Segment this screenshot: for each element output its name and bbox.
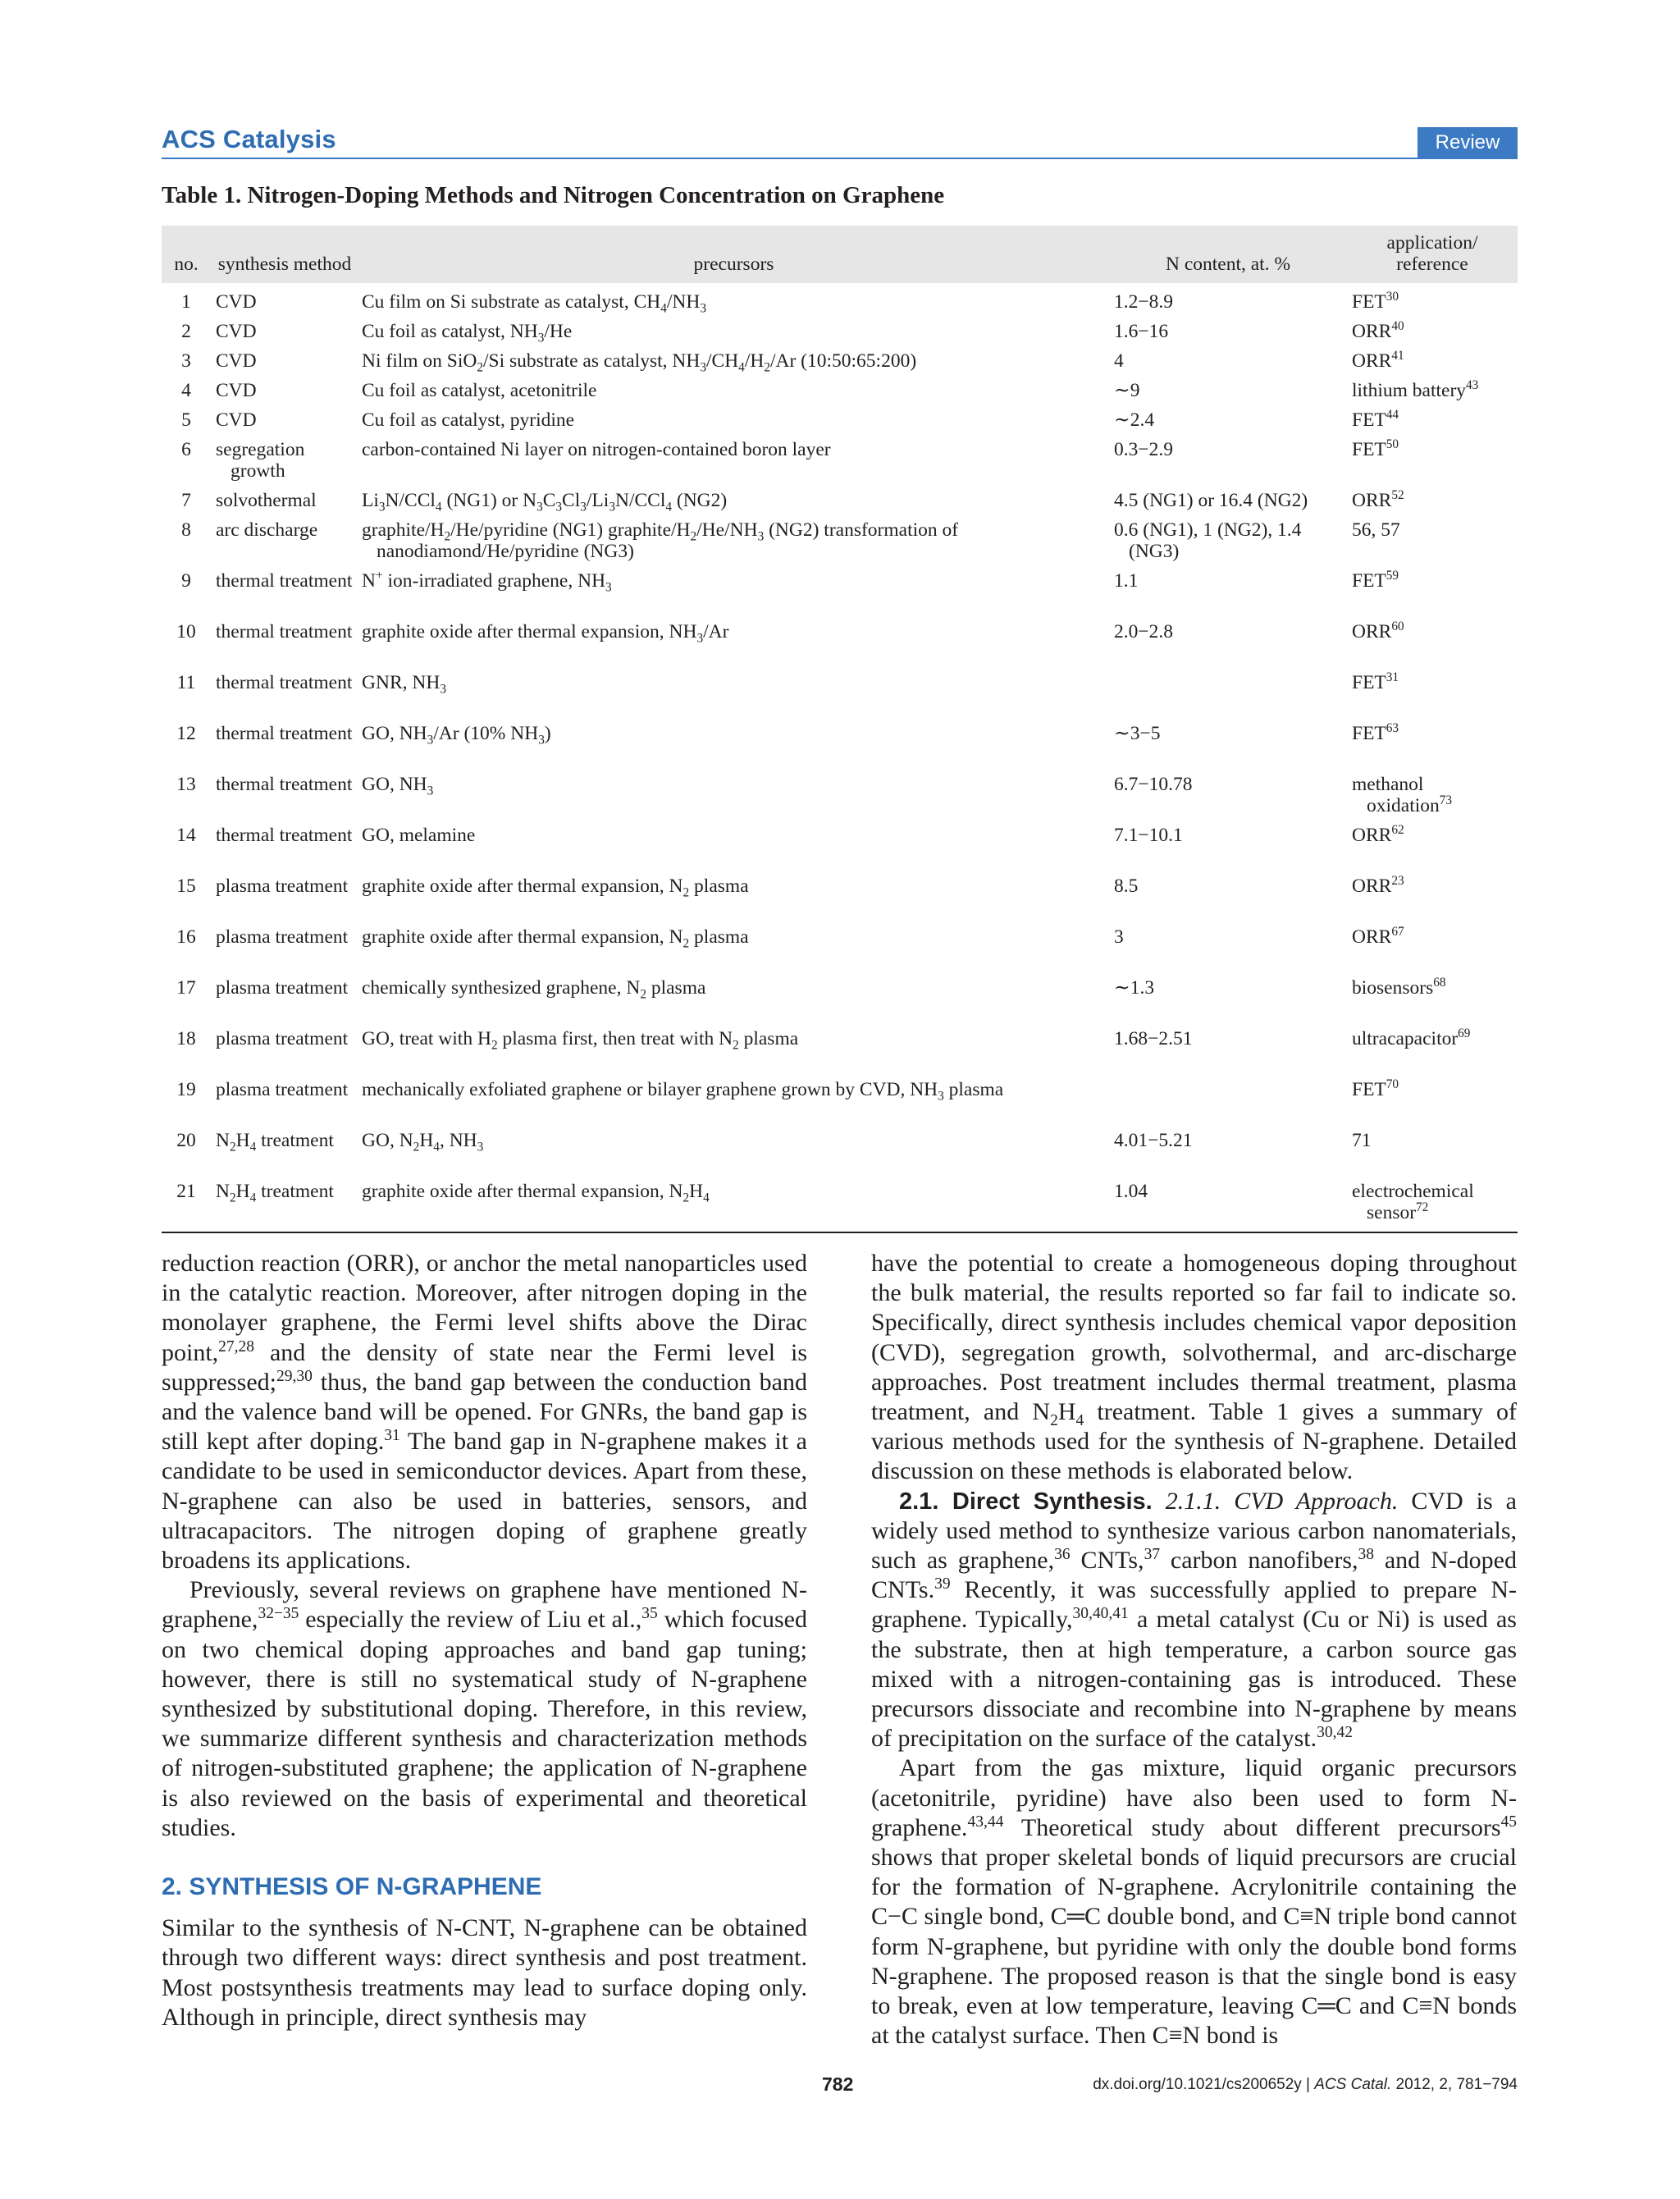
cell-method: $N_2H_4$ treatment: [216, 1181, 334, 1205]
cell-method: CVD: [216, 321, 257, 342]
cell-application: ORR$^{52}$: [1352, 488, 1404, 511]
cell-n-content: 7.1−10.1: [1114, 825, 1183, 846]
table-row: [162, 350, 1518, 380]
cell-precursors: graphite oxide after thermal expansion, $NH_3/Ar$: [362, 621, 729, 646]
cell-no: 5: [181, 409, 191, 431]
body-paragraph: Apart from the gas mixture, liquid organic precursors (acetonitrile, pyridine) have also been used to form N-graphene.$^{43,44}$ Theoretical study about different precursors$^{45}$ shows that proper skeletal bonds of liquid precursors are crucial for the formation of N-graphene. Acrylonitrile containing the C−C single bond, C═C double bond, and C≡N triple bond cannot form N-graphene, but pyridine with only the double bond forms N-graphene. The proposed reason is that the single bond is easy to break, even at low temperature, leaving C═C and C≡N bonds at the catalyst surface. Then C≡N bond is: [871, 1754, 1517, 2050]
table-row: [162, 570, 1518, 621]
cell-no: 21: [176, 1181, 196, 1202]
cell-application: methanol oxidation$^{73}$: [1352, 774, 1453, 816]
table-header-row: [162, 226, 1518, 283]
cell-application: ORR$^{23}$: [1352, 874, 1404, 897]
cell-no: 4: [181, 380, 191, 401]
cell-precursors: carbon-contained Ni layer on nitrogen-contained boron layer: [362, 439, 831, 460]
cell-n-content: 1.68−2.51: [1114, 1028, 1193, 1049]
cell-n-content: 4.01−5.21: [1114, 1130, 1193, 1151]
cell-n-content: ∼2.4: [1114, 409, 1155, 431]
body-paragraph: have the potential to create a homogeneous doping throughout the bulk material, the results reported so far fail to indicate so. Specifically, direct synthesis includes chemical vapor deposition (CVD), segregation growth, solvothermal, and arc-discharge approaches. Post treatment includes thermal treatment, plasma treatment, and $N_2H_4$ treatment. Table 1 gives a summary of various methods used for the synthesis of N-graphene. Detailed discussion on these methods is elaborated below.: [871, 1250, 1517, 1485]
cell-no: 13: [176, 774, 196, 795]
cell-method: CVD: [216, 409, 257, 431]
table-row: [162, 621, 1518, 672]
cell-n-content: 1.2−8.9: [1114, 291, 1174, 313]
body-column-left: [162, 1249, 807, 2032]
nitrogen-doping-table: [162, 226, 1518, 1233]
cell-application: FET$^{44}$: [1352, 408, 1399, 431]
cell-precursors: graphite oxide after thermal expansion, $N_2$ plasma: [362, 875, 749, 900]
cell-no: 16: [176, 926, 196, 948]
table-row: [162, 409, 1518, 439]
cell-method: plasma treatment: [216, 1079, 349, 1100]
cell-method: CVD: [216, 291, 257, 313]
cell-n-content: 0.6 (NG1), 1 (NG2), 1.4 (NG3): [1114, 519, 1302, 562]
cell-n-content: [1109, 672, 1347, 723]
table-row: [162, 875, 1518, 926]
cell-precursors: Cu foil as catalyst, acetonitrile: [362, 380, 597, 401]
cell-precursors: GO, $N_2H_4$, $NH_3$: [362, 1130, 484, 1154]
col-header-method: synthesis method: [217, 254, 352, 275]
cell-precursors: GO, $NH_3/Ar$ (10% $NH_3$): [362, 723, 551, 747]
cell-application: lithium battery$^{43}$: [1352, 378, 1479, 401]
cell-application: FET$^{31}$: [1352, 670, 1399, 693]
table-row: [162, 1181, 1518, 1232]
table-row: [162, 321, 1518, 350]
cell-no: 18: [176, 1028, 196, 1049]
table-row: [162, 825, 1518, 875]
cell-n-content: 1.1: [1114, 570, 1139, 592]
cell-method: CVD: [216, 380, 257, 401]
table-row: [162, 977, 1518, 1028]
cell-no: 11: [176, 672, 196, 693]
journal-name: ACS Catalysis: [162, 125, 336, 153]
cell-method: segregation growth: [216, 439, 305, 482]
cell-method: thermal treatment: [216, 825, 353, 846]
cell-application: electrochemical sensor$^{72}$: [1352, 1181, 1474, 1223]
cell-method: CVD: [216, 350, 257, 372]
cell-application: 56, 57: [1352, 519, 1400, 541]
cell-application: FET$^{59}$: [1352, 569, 1399, 592]
cell-no: 20: [176, 1130, 196, 1151]
cell-n-content: ∼3−5: [1114, 723, 1161, 744]
table-row: [162, 1028, 1518, 1079]
cell-n-content: 4.5 (NG1) or 16.4 (NG2): [1114, 490, 1308, 511]
table-row: [162, 283, 1518, 321]
cell-precursors: graphite oxide after thermal expansion, $N_2$ plasma: [362, 926, 749, 951]
cell-n-content: 1.6−16: [1114, 321, 1169, 342]
table-row: [162, 490, 1518, 519]
cell-method: arc discharge: [216, 519, 318, 541]
cell-precursors: Cu foil as catalyst, $NH_3/He$: [362, 321, 573, 345]
header-rule: [162, 158, 1518, 159]
body-paragraph: Similar to the synthesis of N-CNT, N-graphene can be obtained through two different ways: direct synthesis and post treatment. Most postsynthesis treatments may lead to surface doping only. Although in principle, direct synthesis may: [162, 1914, 807, 2031]
cell-n-content: 3: [1114, 926, 1124, 948]
cell-n-content: 1.04: [1114, 1181, 1148, 1202]
cell-method: plasma treatment: [216, 1028, 349, 1049]
cell-n-content: 6.7−10.78: [1114, 774, 1193, 795]
table-row: [162, 723, 1518, 774]
col-header-no: no.: [174, 254, 199, 275]
cell-precursors: mechanically exfoliated graphene or bilayer graphene grown by CVD, $NH_3$ plasma: [362, 1079, 1004, 1104]
cell-method: $N_2H_4$ treatment: [216, 1130, 334, 1154]
table-row: [162, 672, 1518, 723]
col-header-precursors: precursors: [693, 254, 774, 275]
cell-n-content: 2.0−2.8: [1114, 621, 1174, 642]
cell-no: 15: [176, 875, 196, 897]
cell-application: 71: [1352, 1130, 1372, 1151]
cell-no: 7: [181, 490, 191, 511]
cell-no: 10: [176, 621, 196, 642]
cell-no: 6: [181, 439, 191, 460]
cell-no: 1: [181, 291, 191, 313]
doi-link[interactable]: dx.doi.org/10.1021/cs200652y |: [1093, 2076, 1315, 2093]
cell-method: plasma treatment: [216, 875, 349, 897]
cell-no: 14: [176, 825, 196, 846]
cell-no: 17: [176, 977, 196, 999]
cell-method: thermal treatment: [216, 723, 353, 744]
cell-application: biosensors$^{68}$: [1352, 976, 1446, 999]
cell-no: 8: [181, 519, 191, 541]
cell-precursors: Cu film on Si substrate as catalyst, $CH_4/NH_3$: [362, 291, 706, 316]
cell-application: FET$^{30}$: [1352, 290, 1399, 313]
cell-method: plasma treatment: [216, 926, 349, 948]
review-badge: Review: [1418, 127, 1518, 158]
table-row: [162, 926, 1518, 977]
cell-no: 12: [176, 723, 196, 744]
cell-application: FET$^{50}$: [1352, 437, 1399, 460]
table-row: [162, 774, 1518, 825]
cell-precursors: GO, melamine: [362, 825, 476, 846]
cell-method: solvothermal: [216, 490, 317, 511]
cell-method: thermal treatment: [216, 621, 353, 642]
section-heading: 2. SYNTHESIS OF N-GRAPHENE: [162, 1873, 542, 1901]
table-body: [162, 283, 1518, 1232]
body-paragraph: 2.1. Direct Synthesis. 2.1.1. CVD Approach. CVD is a widely used method to synthesize various carbon nanomaterials, such as graphene,$^{36}$ CNTs,$^{37}$ carbon nanofibers,$^{38}$ and N-doped CNTs.$^{39}$ Recently, it was successfully applied to prepare N-graphene. Typically,$^{30,40,41}$ a metal catalyst (Cu or Ni) is used as the substrate, then at high temperature, a carbon source gas mixed with a nitrogen-containing gas is introduced. These precursors dissociate and recombine into N-graphene by means of precipitation on the surface of the catalyst.$^{30,42}$: [871, 1487, 1517, 1753]
table-row: [162, 439, 1518, 490]
cell-method: thermal treatment: [216, 672, 353, 693]
cell-n-content: [1109, 1079, 1347, 1130]
table-row: [162, 380, 1518, 409]
cell-no: 2: [181, 321, 191, 342]
cell-no: 3: [181, 350, 191, 372]
cell-precursors: GO, treat with $H_2$ plasma first, then treat with $N_2$ plasma: [362, 1028, 799, 1053]
cell-method: thermal treatment: [216, 774, 353, 795]
cell-method: thermal treatment: [216, 570, 353, 592]
journal-abbrev: ACS Catal.: [1314, 2076, 1392, 2093]
cell-application: ORR$^{40}$: [1352, 319, 1404, 342]
cell-application: ORR$^{62}$: [1352, 823, 1404, 846]
cell-application: ORR$^{67}$: [1352, 925, 1404, 948]
cell-precursors: Ni film on SiO$_2$/Si substrate as catalyst, $NH_3/CH_4/H_2/Ar$ (10:50:65:200): [362, 350, 917, 375]
body-column-right: [871, 1249, 1517, 2050]
cell-n-content: 8.5: [1114, 875, 1139, 897]
cell-n-content: ∼9: [1114, 380, 1140, 401]
cell-no: 9: [181, 570, 191, 592]
cell-precursors: graphite oxide after thermal expansion, $N_2H_4$: [362, 1181, 710, 1205]
body-paragraph: reduction reaction (ORR), or anchor the metal nanoparticles used in the catalytic reaction. Moreover, after nitrogen doping in the monolayer graphene, the Fermi level shifts above the Dirac point,$^{27,28}$ and the density of state near the Fermi level is suppressed;$^{29,30}$ thus, the band gap between the conduction band and the valence band will be opened. For GNRs, the band gap is still kept after doping.$^{31}$ The band gap in N-graphene makes it a candidate to be used in semiconductor devices. Apart from these, N-graphene can also be used in batteries, sensors, and ultracapacitors. The nitrogen doping of graphene greatly broadens its applications.: [162, 1250, 807, 1575]
cell-n-content: ∼1.3: [1114, 977, 1155, 999]
table-bottom-rule: [162, 1232, 1518, 1233]
cell-precursors: GNR, $NH_3$: [362, 672, 446, 697]
table-row: [162, 1130, 1518, 1181]
citation-suffix: 2012, 2, 781−794: [1391, 2076, 1518, 2093]
table-row: [162, 519, 1518, 570]
col-header-content: N content, at. %: [1165, 254, 1291, 275]
cell-n-content: 0.3−2.9: [1114, 439, 1174, 460]
cell-precursors: N+ ion-irradiated graphene, $NH_3$: [362, 569, 612, 595]
table-row: [162, 1079, 1518, 1130]
cell-application: ORR$^{60}$: [1352, 619, 1404, 642]
cell-precursors: $Li_3N/CCl_4$ (NG1) or $N_3C_3Cl_3/Li_3N/CCl_4$ (NG2): [362, 490, 728, 514]
cell-precursors: GO, $NH_3$: [362, 774, 434, 798]
doi-citation: [1093, 2076, 1518, 2094]
cell-application: ultracapacitor$^{69}$: [1352, 1026, 1471, 1049]
table-title: Table 1. Nitrogen-Doping Methods and Nitrogen Concentration on Graphene: [162, 182, 945, 208]
page-number: 782: [822, 2073, 854, 2095]
cell-application: ORR$^{41}$: [1352, 349, 1404, 372]
cell-application: FET$^{63}$: [1352, 721, 1399, 744]
cell-no: 19: [176, 1079, 196, 1100]
cell-method: plasma treatment: [216, 977, 349, 999]
cell-precursors: chemically synthesized graphene, $N_2$ plasma: [362, 977, 706, 1002]
cell-application: FET$^{70}$: [1352, 1077, 1399, 1100]
cell-precursors: graphite/$H_2/He$/pyridine (NG1) graphite/$H_2/He/NH_3$ (NG2) transformation of nanodiamond/He/pyridine (NG3): [362, 519, 959, 562]
cell-n-content: 4: [1114, 350, 1124, 372]
cell-precursors: Cu foil as catalyst, pyridine: [362, 409, 575, 431]
col-header-application: application/ reference: [1386, 232, 1478, 275]
body-paragraph: Previously, several reviews on graphene have mentioned N-graphene,$^{32-35}$ especially the review of Liu et al.,$^{35}$ which focused on two chemical doping approaches and band gap tuning; however, there is still no systematical study of N-graphene synthesized by substitutional doping. Therefore, in this review, we summarize different synthesis and characterization methods of nitrogen-substituted graphene; the application of N-graphene is also reviewed on the basis of experimental and theoretical studies.: [162, 1576, 807, 1841]
